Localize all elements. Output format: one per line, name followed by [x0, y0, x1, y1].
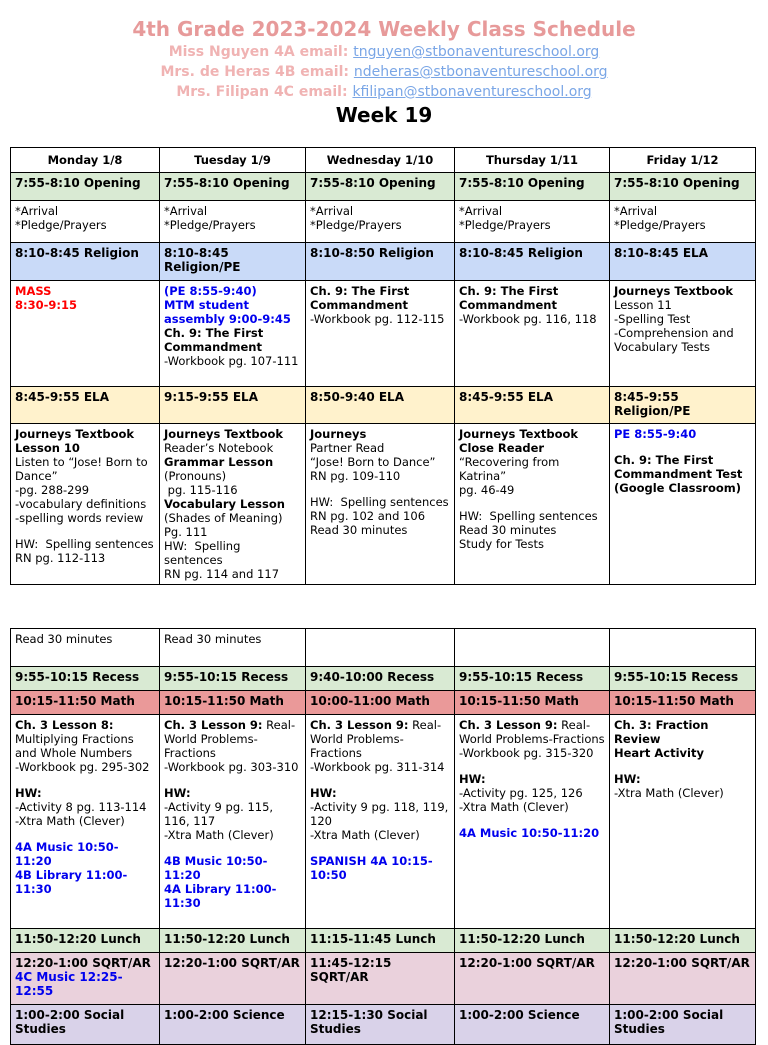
- sqrt-row: [11, 953, 756, 1005]
- schedule-cell: 7:55-8:10 Opening: [455, 173, 610, 201]
- cell-line: RN pg. 112-113: [15, 551, 106, 565]
- schedule-cell: 8:10-8:45 ELA: [610, 243, 756, 281]
- schedule-cell: 1:00-2:00 Social Studies: [11, 1005, 160, 1045]
- schedule-cell: [455, 715, 610, 929]
- cell-spacer: [459, 497, 605, 509]
- cell-line: Ch. 3 Lesson 9: Real-World Problems-Fractions: [459, 718, 605, 746]
- schedule-cell: 9:55-10:15 Recess: [160, 667, 306, 691]
- cell-line: -Workbook pg. 112-115: [310, 312, 445, 326]
- cell-line: -Xtra Math (Clever): [614, 786, 724, 800]
- cell-line: -Xtra Math (Clever): [310, 828, 420, 842]
- cell-line: -Activity 8 pg. 113-114: [15, 800, 147, 814]
- schedule-cell: 10:15-11:50 Math: [455, 691, 610, 715]
- cell-line: Ch. 3 Lesson 8:: [15, 718, 114, 732]
- cell-line: 12:20-1:00 SQRT/AR: [164, 956, 300, 970]
- cell-line: *Pledge/Prayers: [15, 218, 107, 232]
- cell-line: *Arrival: [614, 204, 658, 218]
- lunch-row: [11, 929, 756, 953]
- cell-line: Lesson 11: [614, 298, 672, 312]
- day-header: Friday 1/12: [610, 148, 756, 173]
- teacher-label: Mrs. Filipan 4C email:: [176, 84, 353, 100]
- schedule-cell: [160, 715, 306, 929]
- cell-line: -Xtra Math (Clever): [459, 800, 569, 814]
- schedule-cell: [11, 715, 160, 929]
- cell-line: -pg. 288-299: [15, 483, 90, 497]
- cell-line: Ch. 3 Lesson 9: Real-World Problems-Fractions: [310, 718, 442, 760]
- schedule-cell: [160, 281, 306, 387]
- schedule-cell: 10:15-11:50 Math: [11, 691, 160, 715]
- email-link[interactable]: kfilipan@stbonaventureschool.org: [352, 84, 592, 100]
- cell-line: Ch. 3 Lesson 9: Real-World Problems-Fractions: [164, 718, 296, 760]
- schedule-cell: 9:55-10:15 Recess: [11, 667, 160, 691]
- opening-row: [11, 173, 756, 201]
- schedule-cell: [11, 953, 160, 1005]
- religion-row: [11, 243, 756, 281]
- cell-line: Journeys Textbook: [614, 284, 734, 298]
- cell-line: Ch. 9: The First Commandment: [459, 284, 563, 312]
- cell-line: Ch. 9: The First Commandment: [310, 284, 414, 312]
- cell-line: RN pg. 102 and 106: [310, 509, 426, 523]
- cell-line: HW:: [614, 772, 641, 786]
- schedule-cell: [610, 281, 756, 387]
- cell-line: 12:20-1:00 SQRT/AR: [15, 956, 151, 970]
- cell-line: Partner Read: [310, 441, 385, 455]
- schedule-cell: 9:55-10:15 Recess: [455, 667, 610, 691]
- schedule-cell: [11, 281, 160, 387]
- schedule-cell: [306, 281, 455, 387]
- day-header: Monday 1/8: [11, 148, 160, 173]
- schedule-page: [0, 16, 768, 1040]
- cell-line: *Pledge/Prayers: [459, 218, 551, 232]
- schedule-cell: 9:40-10:00 Recess: [306, 667, 455, 691]
- schedule-cell: 1:00-2:00 Social Studies: [610, 1005, 756, 1045]
- schedule-table-bottom: [10, 628, 756, 1045]
- cell-line: Grammar Lesson: [164, 455, 274, 469]
- cell-line: HW:: [310, 786, 337, 800]
- cell-line: pg. 46-49: [459, 483, 515, 497]
- schedule-cell: [160, 953, 306, 1005]
- cell-line: Journeys Textbook: [459, 427, 579, 441]
- cell-spacer: [459, 760, 605, 772]
- cell-line: Journeys Textbook: [164, 427, 284, 441]
- cell-line: Lesson 10: [15, 441, 80, 455]
- cell-line: Close Reader: [459, 441, 545, 455]
- cell-line: 12:20-1:00 SQRT/AR: [459, 956, 595, 970]
- cell-line: MASS: [15, 284, 52, 298]
- schedule-cell: 7:55-8:10 Opening: [610, 173, 756, 201]
- cell-spacer: [164, 842, 301, 854]
- schedule-cell: [455, 281, 610, 387]
- cell-line: -Workbook pg. 116, 118: [459, 312, 597, 326]
- cell-line: Vocabulary Lesson: [164, 497, 285, 511]
- schedule-cell: 1:00-2:00 Science: [160, 1005, 306, 1045]
- read-row: [11, 629, 756, 667]
- schedule-cell: 10:00-11:00 Math: [306, 691, 455, 715]
- schedule-cell: [306, 629, 455, 667]
- cell-line: 4B Music 10:50-11:20: [164, 854, 268, 882]
- religion-detail-row: [11, 281, 756, 387]
- cell-line: Study for Tests: [459, 537, 544, 551]
- cell-line: 4A Library 11:00-11:30: [164, 882, 277, 910]
- schedule-cell: [11, 201, 160, 243]
- day-header: Tuesday 1/9: [160, 148, 306, 173]
- cell-line: “Recovering from Katrina”: [459, 455, 563, 483]
- cell-line: HW:: [15, 786, 42, 800]
- schedule-header: [0, 16, 768, 128]
- schedule-cell: 8:10-8:45 Religion/PE: [160, 243, 306, 281]
- day-header: Thursday 1/11: [455, 148, 610, 173]
- day-header-row: [11, 148, 756, 173]
- cell-line: 4A Music 10:50-11:20: [15, 840, 119, 868]
- teacher-email-row: [0, 62, 768, 82]
- schedule-cell: 7:55-8:10 Opening: [306, 173, 455, 201]
- ela-detail-row: [11, 424, 756, 585]
- cell-line: Reader’s Notebook: [164, 441, 274, 455]
- math-row: [11, 691, 756, 715]
- schedule-cell: [160, 201, 306, 243]
- cell-line: 8:30-9:15: [15, 298, 77, 312]
- cell-line: 4B Library 11:00-11:30: [15, 868, 128, 896]
- schedule-cell: [455, 424, 610, 585]
- schedule-cell: 9:15-9:55 ELA: [160, 387, 306, 424]
- cell-line: HW: Spelling sentences: [310, 495, 449, 509]
- week-heading: Week 19: [335, 103, 433, 127]
- cell-line: Listen to “Jose! Born to Dance”: [15, 455, 152, 483]
- teacher-email-row: [0, 42, 768, 62]
- schedule-cell: 8:50-9:40 ELA: [306, 387, 455, 424]
- cell-line: Multiplying Fractions and Whole Numbers: [15, 732, 138, 760]
- schedule-cell: 10:15-11:50 Math: [160, 691, 306, 715]
- cell-line: PE 8:55-9:40: [614, 427, 697, 441]
- cell-line: Ch. 9: The First Commandment: [164, 326, 268, 354]
- math-detail-row: [11, 715, 756, 929]
- schedule-cell: 7:55-8:10 Opening: [160, 173, 306, 201]
- cell-line: HW: Spelling sentences: [15, 537, 154, 551]
- cell-spacer: [15, 525, 155, 537]
- cell-line: Read 30 minutes: [459, 523, 557, 537]
- page-title: 4th Grade 2023-2024 Weekly Class Schedule: [132, 17, 636, 41]
- cell-line: -Workbook pg. 311-314: [310, 760, 445, 774]
- schedule-cell: Read 30 minutes: [160, 629, 306, 667]
- schedule-cell: [610, 715, 756, 929]
- schedule-cell: 8:45-9:55 ELA: [11, 387, 160, 424]
- schedule-cell: 11:50-12:20 Lunch: [455, 929, 610, 953]
- schedule-cell: [306, 424, 455, 585]
- cell-line: -Xtra Math (Clever): [164, 828, 274, 842]
- schedule-cell: 11:50-12:20 Lunch: [11, 929, 160, 953]
- cell-spacer: [614, 760, 751, 772]
- schedule-cell: 8:10-8:50 Religion: [306, 243, 455, 281]
- schedule-cell: [610, 629, 756, 667]
- cell-line: RN pg. 109-110: [310, 469, 401, 483]
- cell-spacer: [310, 842, 450, 854]
- schedule-cell: 8:45-9:55 Religion/PE: [610, 387, 756, 424]
- recess-row: [11, 667, 756, 691]
- cell-line: Heart Activity: [614, 746, 704, 760]
- cell-line: -Workbook pg. 107-111: [164, 354, 299, 368]
- schedule-cell: [610, 201, 756, 243]
- cell-line: HW:: [459, 772, 486, 786]
- schedule-cell: [306, 201, 455, 243]
- schedule-cell: 8:45-9:55 ELA: [455, 387, 610, 424]
- cell-spacer: [164, 774, 301, 786]
- cell-spacer: [310, 483, 450, 495]
- cell-line: “Jose! Born to Dance”: [310, 455, 436, 469]
- schedule-cell: 11:15-11:45 Lunch: [306, 929, 455, 953]
- cell-line: *Arrival: [310, 204, 354, 218]
- schedule-cell: 11:50-12:20 Lunch: [610, 929, 756, 953]
- cell-line: Journeys Textbook: [15, 427, 135, 441]
- schedule-cell: [306, 715, 455, 929]
- cell-line: HW: Spelling sentences: [459, 509, 598, 523]
- cell-line: pg. 115-116: [164, 483, 238, 497]
- cell-line: -Workbook pg. 295-302: [15, 760, 150, 774]
- cell-spacer: [15, 828, 155, 840]
- schedule-cell: [455, 201, 610, 243]
- cell-line: -Spelling Test: [614, 312, 691, 326]
- schedule-cell: 1:00-2:00 Science: [455, 1005, 610, 1045]
- cell-line: Pg. 111: [164, 525, 208, 539]
- cell-line: Journeys: [310, 427, 367, 441]
- cell-line: RN pg. 114 and 117: [164, 567, 280, 581]
- schedule-cell: 9:55-10:15 Recess: [610, 667, 756, 691]
- arrival-row: [11, 201, 756, 243]
- schedule-cell: 8:10-8:45 Religion: [455, 243, 610, 281]
- schedule-cell: [610, 424, 756, 585]
- day-header: Wednesday 1/10: [306, 148, 455, 173]
- schedule-cell: Read 30 minutes: [11, 629, 160, 667]
- schedule-cell: 7:55-8:10 Opening: [11, 173, 160, 201]
- schedule-cell: 12:15-1:30 Social Studies: [306, 1005, 455, 1045]
- cell-line: SPANISH 4A 10:15-10:50: [310, 854, 433, 882]
- cell-spacer: [310, 774, 450, 786]
- cell-line: 4C Music 12:25-12:55: [15, 970, 123, 998]
- schedule-cell: 10:15-11:50 Math: [610, 691, 756, 715]
- cell-line: -Xtra Math (Clever): [15, 814, 125, 828]
- cell-line: (PE 8:55-9:40): [164, 284, 257, 298]
- cell-line: (Shades of Meaning): [164, 511, 283, 525]
- schedule-cell: [11, 424, 160, 585]
- cell-line: -Comprehension and Vocabulary Tests: [614, 326, 738, 354]
- cell-line: *Arrival: [15, 204, 59, 218]
- cell-spacer: [15, 774, 155, 786]
- cell-line: -vocabulary definitions: [15, 497, 147, 511]
- email-link[interactable]: ndeheras@stbonaventureschool.org: [353, 64, 608, 80]
- cell-line: *Pledge/Prayers: [310, 218, 402, 232]
- cell-line: HW:: [164, 786, 191, 800]
- cell-line: MTM student assembly 9:00-9:45: [164, 298, 291, 326]
- cell-line: *Pledge/Prayers: [614, 218, 706, 232]
- schedule-cell: [610, 953, 756, 1005]
- schedule-cell: 8:10-8:45 Religion: [11, 243, 160, 281]
- cell-line: 11:45-12:15 SQRT/AR: [310, 956, 396, 984]
- cell-line: -spelling words review: [15, 511, 144, 525]
- cell-line: 12:20-1:00 SQRT/AR: [614, 956, 750, 970]
- cell-spacer: [614, 441, 751, 453]
- cell-line: Read 30 minutes: [310, 523, 408, 537]
- cell-line: -Workbook pg. 315-320: [459, 746, 594, 760]
- cell-spacer: [459, 814, 605, 826]
- cell-line: -Activity 9 pg. 115, 116, 117: [164, 800, 277, 828]
- schedule-cell: [455, 953, 610, 1005]
- cell-line: *Arrival: [164, 204, 208, 218]
- cell-line: -Activity 9 pg. 118, 119, 120: [310, 800, 452, 828]
- cell-line: HW: Spelling sentences: [164, 539, 245, 567]
- schedule-cell: [306, 953, 455, 1005]
- schedule-cell: 11:50-12:20 Lunch: [160, 929, 306, 953]
- schedule-cell: [455, 629, 610, 667]
- cell-line: (Pronouns): [164, 469, 227, 483]
- cell-line: *Pledge/Prayers: [164, 218, 256, 232]
- cell-line: -Workbook pg. 303-310: [164, 760, 299, 774]
- schedule-cell: [160, 424, 306, 585]
- teacher-email-row: [0, 82, 768, 102]
- teacher-label: Mrs. de Heras 4B email:: [160, 64, 354, 80]
- teacher-label: Miss Nguyen 4A email:: [168, 44, 354, 60]
- cell-line: *Arrival: [459, 204, 503, 218]
- cell-line: Ch. 9: The First Commandment Test (Google Classroom): [614, 453, 747, 495]
- cell-line: 4A Music 10:50-11:20: [459, 826, 600, 840]
- email-link[interactable]: tnguyen@stbonaventureschool.org: [353, 44, 600, 60]
- schedule-table-top: [10, 147, 756, 585]
- cell-line: Ch. 3: Fraction Review: [614, 718, 713, 746]
- afternoon-row: [11, 1005, 756, 1045]
- cell-line: -Activity pg. 125, 126: [459, 786, 583, 800]
- ela-row: [11, 387, 756, 424]
